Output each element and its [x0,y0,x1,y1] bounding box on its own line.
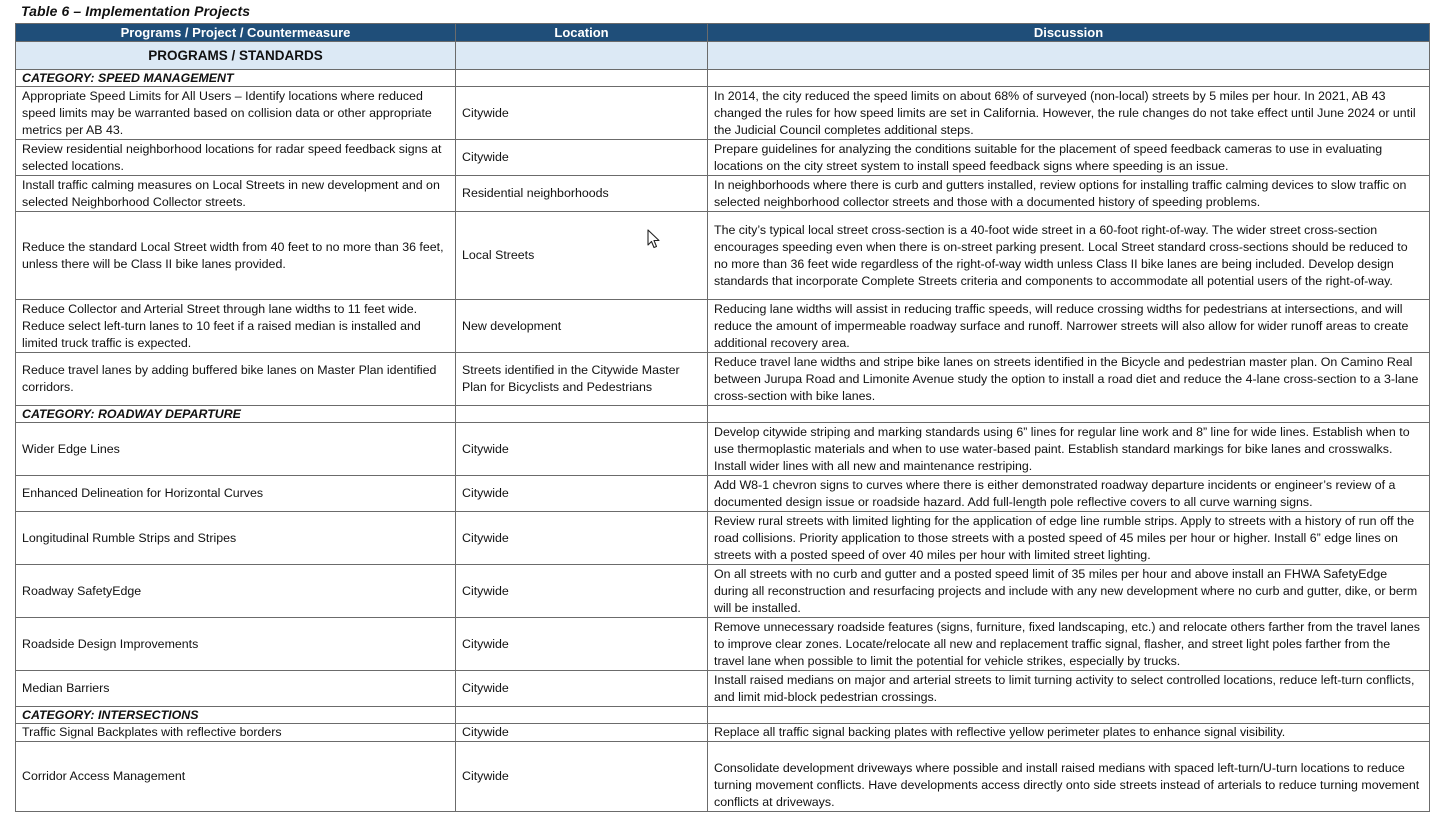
category-empty-cell [456,70,708,87]
discussion-cell: Reduce travel lane widths and stripe bike lanes on streets identified in the Bicycle and pedestrian master plan. On Camino Real between Jurupa Road and Limonite Avenue study the option to install a road diet and reduce the 4-lane cross-section to a 3-lane cross-section with bike lanes. [708,353,1430,406]
program-cell: Reduce travel lanes by adding buffered bike lanes on Master Plan identified corridors. [16,353,456,406]
header-location: Location [456,24,708,42]
table-row [16,476,1430,512]
location-cell: Citywide [456,140,708,176]
section-empty-cell [456,42,708,70]
location-cell: Citywide [456,742,708,812]
table-row [16,353,1430,406]
program-cell: Reduce the standard Local Street width from 40 feet to no more than 36 feet, unless there will be Class II bike lanes provided. [16,212,456,300]
category-empty-cell [456,707,708,724]
location-cell: Citywide [456,423,708,476]
discussion-cell: Add W8-1 chevron signs to curves where there is either demonstrated roadway departure incidents or engineer’s review of a documented design issue or roadside hazard. Add full-length pole reflective covers to all curve warning signs. [708,476,1430,512]
table-row [16,300,1430,353]
location-cell: Streets identified in the Citywide Master Plan for Bicyclists and Pedestrians [456,353,708,406]
discussion-cell: Prepare guidelines for analyzing the conditions suitable for the placement of speed feedback cameras to use in evaluating locations on the city street system to install speed feedback signs where speeding is an issue. [708,140,1430,176]
table-row [16,565,1430,618]
section-empty-cell [708,42,1430,70]
category-row [16,70,1430,87]
program-cell: Enhanced Delineation for Horizontal Curves [16,476,456,512]
category-label: CATEGORY: ROADWAY DEPARTURE [16,406,456,423]
program-cell: Roadway SafetyEdge [16,565,456,618]
table-row [16,212,1430,300]
category-empty-cell [708,406,1430,423]
location-cell: Citywide [456,565,708,618]
program-cell: Median Barriers [16,671,456,707]
program-cell: Wider Edge Lines [16,423,456,476]
header-discussion: Discussion [708,24,1430,42]
table-row [16,140,1430,176]
program-cell: Install traffic calming measures on Local Streets in new development and on selected Neighborhood Collector streets. [16,176,456,212]
discussion-cell: In 2014, the city reduced the speed limits on about 68% of surveyed (non-local) streets by 5 miles per hour. In 2021, AB 43 changed the rules for how speed limits are set in California. However, the rule changes do not take effect until June 2024 or until the Judicial Council completes additional steps. [708,87,1430,140]
discussion-cell: Replace all traffic signal backing plates with reflective yellow perimeter plates to enhance signal visibility. [708,724,1430,742]
discussion-cell: Review rural streets with limited lighting for the application of edge line rumble strips. Apply to streets with a history of run off the road collisions. Priority application to those streets with a posted speed of 45 miles per hour or higher. Install 6” edge lines on streets with a posted speed of over 40 miles per hour with limited street lighting. [708,512,1430,565]
table-row [16,671,1430,707]
discussion-cell: Reducing lane widths will assist in reducing traffic speeds, will reduce crossing widths for pedestrians at intersections, and will reduce the amount of impermeable roadway surface and runoff. Narrower streets will also allow for wider runoff areas to create additional recovery area. [708,300,1430,353]
location-cell: New development [456,300,708,353]
program-cell: Reduce Collector and Arterial Street through lane widths to 11 feet wide. Reduce select left-turn lanes to 10 feet if a raised median is installed and limited truck traffic is expected. [16,300,456,353]
table-caption: Table 6 – Implementation Projects [21,3,251,19]
discussion-cell: Develop citywide striping and marking standards using 6” lines for regular line work and 8” line for wide lines. Establish when to use thermoplastic materials and when to use water-based paint. Establish standard markings for bike lanes and crosswalks. Install wider lines with all new and maintenance restriping. [708,423,1430,476]
discussion-cell: The city’s typical local street cross-section is a 40-foot wide street in a 60-foot right-of-way. The wider street cross-section encourages speeding even when there is on-street parking present. Local Street standard cross-sections should be reduced to no more than 36 feet wide regardless of the right-of-way width unless Class II bike lanes are being included. Develop design standards that incorporate Complete Streets criteria and components to accommodate all potential users of the right-of-way. [708,212,1430,300]
discussion-cell: On all streets with no curb and gutter and a posted speed limit of 35 miles per hour and above install an FHWA SafetyEdge during all reconstruction and resurfacing projects and include with any new development where no curb and gutter, dike, or berm will be installed. [708,565,1430,618]
location-cell: Citywide [456,724,708,742]
location-cell: Citywide [456,512,708,565]
table-row [16,618,1430,671]
table-row [16,512,1430,565]
section-row [16,42,1430,70]
header-program: Programs / Project / Countermeasure [16,24,456,42]
implementation-projects-table [15,23,1430,812]
table-row [16,724,1430,742]
category-empty-cell [708,707,1430,724]
category-empty-cell [456,406,708,423]
location-cell: Citywide [456,671,708,707]
category-label: CATEGORY: SPEED MANAGEMENT [16,70,456,87]
discussion-cell: Install raised medians on major and arterial streets to limit turning activity to select controlled locations, reduce left-turn conflicts, and limit mid-block pedestrian crossings. [708,671,1430,707]
location-cell: Citywide [456,476,708,512]
program-cell: Corridor Access Management [16,742,456,812]
program-cell: Appropriate Speed Limits for All Users – Identify locations where reduced speed limits may be warranted based on collision data or other appropriate metrics per AB 43. [16,87,456,140]
table-row [16,87,1430,140]
mouse-cursor-icon [647,229,661,249]
discussion-cell: Consolidate development driveways where possible and install raised medians with spaced left-turn/U-turn locations to reduce turning movement conflicts. Have developments access directly onto side streets instead of arterials to reduce turning movement conflicts at driveways. [708,742,1430,812]
discussion-cell: Remove unnecessary roadside features (signs, furniture, fixed landscaping, etc.) and relocate others farther from the travel lanes to improve clear zones. Locate/relocate all new and replacement traffic signal, flasher, and street light poles farther from the travel lane when possible to limit the potential for vehicle strikes, especially by trucks. [708,618,1430,671]
location-cell: Citywide [456,87,708,140]
category-row [16,406,1430,423]
category-label: CATEGORY: INTERSECTIONS [16,707,456,724]
table-row [16,742,1430,812]
category-row [16,707,1430,724]
program-cell: Review residential neighborhood locations for radar speed feedback signs at selected locations. [16,140,456,176]
location-cell: Local Streets [456,212,708,300]
program-cell: Roadside Design Improvements [16,618,456,671]
category-empty-cell [708,70,1430,87]
location-cell: Residential neighborhoods [456,176,708,212]
location-cell: Citywide [456,618,708,671]
table-row [16,423,1430,476]
header-row [16,24,1430,42]
table-row [16,176,1430,212]
discussion-cell: In neighborhoods where there is curb and gutters installed, review options for installing traffic calming devices to slow traffic on selected neighborhood collector streets and those with a documented history of speeding problems. [708,176,1430,212]
program-cell: Longitudinal Rumble Strips and Stripes [16,512,456,565]
section-label: PROGRAMS / STANDARDS [16,42,456,70]
program-cell: Traffic Signal Backplates with reflective borders [16,724,456,742]
